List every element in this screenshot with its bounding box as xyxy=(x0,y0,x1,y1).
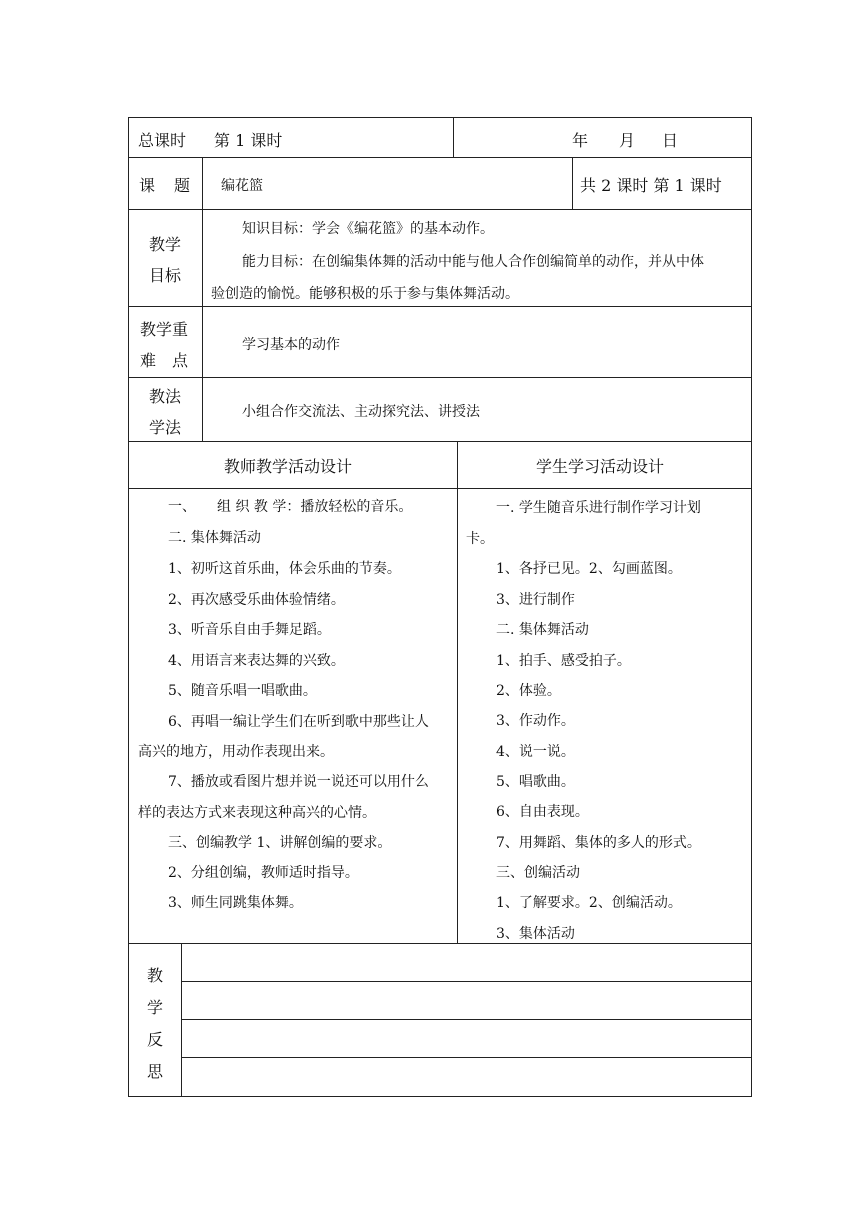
methods-value: 小组合作交流法、主动探究法、讲授法 xyxy=(242,404,480,420)
col-divider xyxy=(202,157,203,441)
topic-value: 编花篮 xyxy=(221,178,263,194)
reflection-label-char: 反 xyxy=(147,1030,164,1049)
border-left xyxy=(128,117,129,1097)
teacher-line: 4、用语言来表达舞的兴致。 xyxy=(168,653,345,669)
student-line: 4、说一说。 xyxy=(496,744,575,760)
student-line: 7、用舞蹈、集体的多人的形式。 xyxy=(496,835,701,851)
row-divider xyxy=(128,943,752,944)
row-divider xyxy=(128,377,752,378)
reflection-label-char: 思 xyxy=(147,1062,164,1081)
objective-ability-cont: 验创造的愉悦。能够积极的乐于参与集体舞活动。 xyxy=(211,286,519,302)
student-design-header: 学生学习活动设计 xyxy=(536,457,665,476)
teacher-line: 5、随音乐唱一唱歌曲。 xyxy=(168,683,317,699)
student-line: 一. 学生随音乐进行制作学习计划 xyxy=(496,500,701,516)
student-line: 3、进行制作 xyxy=(496,592,575,608)
student-line: 6、自由表现。 xyxy=(496,804,589,820)
col-divider xyxy=(572,157,573,209)
teacher-line: 3、师生同跳集体舞。 xyxy=(168,895,303,911)
total-hours-label: 总课时 xyxy=(138,131,187,150)
reflection-label-char: 教 xyxy=(147,966,164,985)
row-divider xyxy=(128,488,752,489)
student-line: 三、创编活动 xyxy=(496,865,580,881)
row-divider xyxy=(128,157,752,158)
teacher-line: 2、再次感受乐曲体验情绪。 xyxy=(168,592,345,608)
date-month: 月 xyxy=(619,131,636,150)
student-line: 3、集体活动 xyxy=(496,926,575,942)
key-points-label-1: 教学重 xyxy=(140,320,189,339)
lesson-count: 共 2 课时 第 1 课时 xyxy=(580,176,722,195)
col-divider xyxy=(181,943,182,1096)
objectives-label-1: 教学 xyxy=(149,235,182,254)
teacher-line: 一、 组 织 教 学：播放轻松的音乐。 xyxy=(168,499,413,515)
methods-label-1: 教法 xyxy=(149,387,182,406)
student-line: 二. 集体舞活动 xyxy=(496,622,589,638)
reflection-line xyxy=(181,981,752,982)
teacher-line: 6、再唱一编让学生们在听到歌中那些让人 xyxy=(168,714,429,730)
teacher-line: 1、初听这首乐曲，体会乐曲的节奏。 xyxy=(168,561,401,577)
row-divider xyxy=(128,306,752,307)
lesson-number: 第 1 课时 xyxy=(214,131,283,150)
key-points-label-2: 难 点 xyxy=(140,351,189,370)
teacher-line: 2、分组创编，教师适时指导。 xyxy=(168,865,359,881)
col-divider xyxy=(453,117,454,157)
topic-label-ke: 课 xyxy=(139,176,156,195)
student-line: 1、各抒已见。2、勾画蓝图。 xyxy=(496,561,682,577)
border-bottom xyxy=(128,1096,752,1097)
student-line: 3、作动作。 xyxy=(496,713,575,729)
topic-label-ti: 题 xyxy=(174,176,191,195)
objectives-label-2: 目标 xyxy=(149,266,182,285)
reflection-line xyxy=(181,1019,752,1020)
student-line: 卡。 xyxy=(466,531,494,547)
methods-label-2: 学法 xyxy=(149,418,182,437)
border-right xyxy=(751,117,752,1097)
teacher-design-header: 教师教学活动设计 xyxy=(224,457,353,476)
student-line: 2、体验。 xyxy=(496,683,561,699)
col-divider xyxy=(457,441,458,943)
teacher-line: 样的表达方式来表现这种高兴的心情。 xyxy=(138,805,376,821)
date-day: 日 xyxy=(662,131,679,150)
objective-ability: 能力目标：在创编集体舞的活动中能与他人合作创编简单的动作，并从中体 xyxy=(242,254,704,270)
teacher-line: 三、创编教学 1、讲解创编的要求。 xyxy=(168,835,392,851)
teacher-line: 3、听音乐自由手舞足蹈。 xyxy=(168,622,331,638)
objective-knowledge: 知识目标：学会《编花篮》的基本动作。 xyxy=(242,221,494,237)
row-divider xyxy=(128,209,752,210)
teacher-line: 高兴的地方，用动作表现出来。 xyxy=(138,744,334,760)
row-divider xyxy=(128,441,752,442)
teacher-line: 7、播放或看图片想并说一说还可以用什么 xyxy=(168,774,429,790)
reflection-label-char: 学 xyxy=(147,998,164,1017)
student-line: 1、了解要求。2、创编活动。 xyxy=(496,895,682,911)
teacher-line: 二. 集体舞活动 xyxy=(168,530,261,546)
student-line: 5、唱歌曲。 xyxy=(496,774,575,790)
date-year: 年 xyxy=(572,131,589,150)
reflection-line xyxy=(181,1057,752,1058)
student-line: 1、拍手、感受拍子。 xyxy=(496,653,631,669)
key-points-value: 学习基本的动作 xyxy=(242,337,340,353)
border-top xyxy=(128,117,752,118)
